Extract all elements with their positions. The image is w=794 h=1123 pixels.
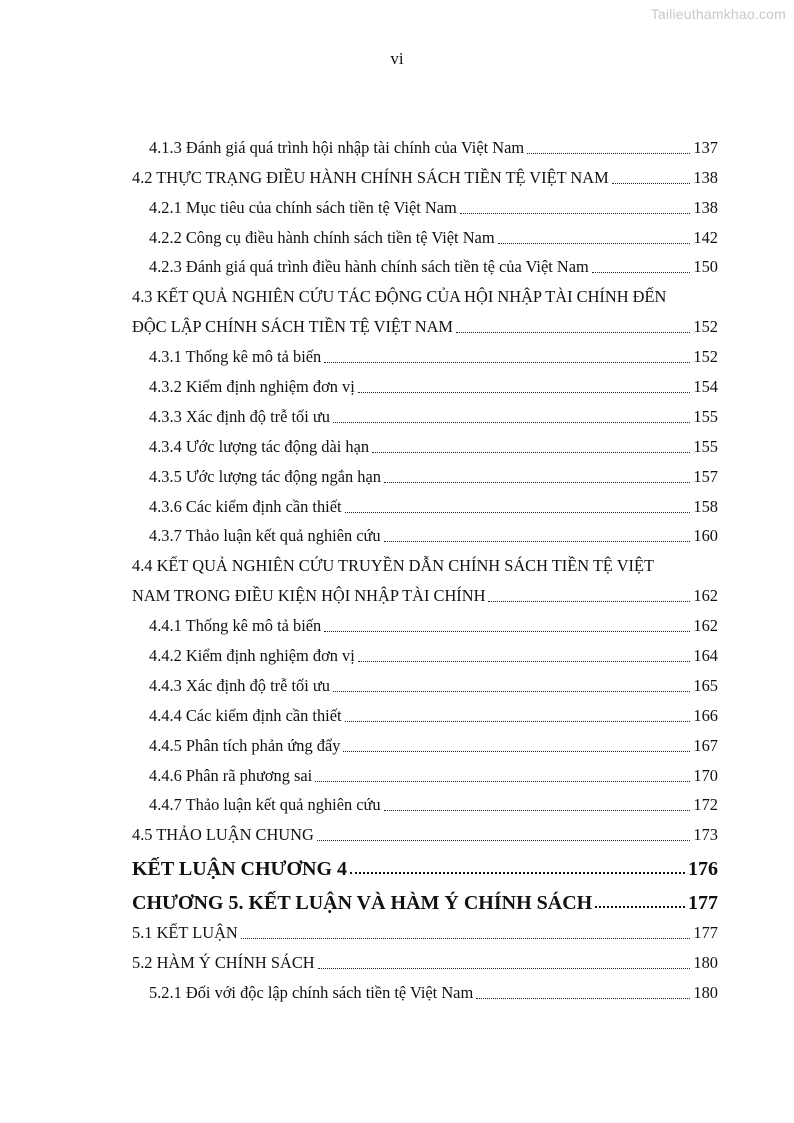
toc-entry-title: 4.3.5 Ước lượng tác động ngắn hạn xyxy=(149,466,381,486)
toc-entry-page: 165 xyxy=(693,675,718,695)
dot-leader xyxy=(318,968,691,969)
toc-entry xyxy=(132,973,718,1003)
toc-entry xyxy=(132,786,718,816)
table-of-contents xyxy=(132,128,718,1003)
dot-leader xyxy=(384,810,691,811)
dot-leader xyxy=(324,631,690,632)
toc-entry-title: 4.2 THỰC TRẠNG ĐIỀU HÀNH CHÍNH SÁCH TIỀN TỆ VIỆT NAM xyxy=(132,167,609,187)
toc-entry-page: 162 xyxy=(693,616,718,636)
toc-entry xyxy=(132,337,718,367)
toc-entry-page: 138 xyxy=(693,167,718,187)
dot-leader xyxy=(488,601,690,602)
toc-entry-page: 152 xyxy=(693,317,718,337)
toc-entry-page: 138 xyxy=(693,197,718,217)
toc-entry-page: 177 xyxy=(693,923,718,943)
toc-entry-title: 4.3.7 Thảo luận kết quả nghiên cứu xyxy=(149,526,381,546)
toc-entry-title: 4.3.1 Thống kê mô tả biến xyxy=(149,347,322,367)
toc-entry xyxy=(132,666,718,696)
dot-leader xyxy=(592,272,691,273)
toc-entry-page: 155 xyxy=(693,436,718,456)
toc-entry-title: 4.4 KẾT QUẢ NGHIÊN CỨU TRUYỀN DẪN CHÍNH SÁCH TIỀN TỆ VIỆT xyxy=(132,556,655,576)
toc-entry xyxy=(132,576,718,606)
dot-leader xyxy=(333,691,690,692)
toc-entry-page: 173 xyxy=(693,825,718,845)
toc-entry xyxy=(132,457,718,487)
dot-leader xyxy=(333,422,690,423)
dot-leader xyxy=(358,661,691,662)
toc-entry xyxy=(132,158,718,188)
dot-leader xyxy=(595,906,685,908)
dot-leader xyxy=(345,721,691,722)
toc-entry-title: 4.3.6 Các kiểm định cần thiết xyxy=(149,496,342,516)
toc-entry-page: 170 xyxy=(693,765,718,785)
dot-leader xyxy=(456,332,690,333)
toc-entry-page: 180 xyxy=(693,953,718,973)
toc-entry-title: 5.1 KẾT LUẬN xyxy=(132,923,238,943)
toc-entry-page: 158 xyxy=(693,496,718,516)
toc-entry-title: 4.4.2 Kiểm định nghiệm đơn vị xyxy=(149,646,355,666)
dot-leader xyxy=(498,243,691,244)
toc-entry-page: 157 xyxy=(693,466,718,486)
toc-entry-title: 4.5 THẢO LUẬN CHUNG xyxy=(132,825,314,845)
dot-leader xyxy=(384,482,690,483)
dot-leader xyxy=(476,998,690,999)
dot-leader xyxy=(345,512,691,513)
dot-leader xyxy=(527,153,690,154)
toc-entry-title: KẾT LUẬN CHƯƠNG 4 xyxy=(132,858,348,881)
toc-entry-title: 4.1.3 Đánh giá quá trình hội nhập tài chính của Việt Nam xyxy=(149,137,525,157)
toc-entry xyxy=(132,397,718,427)
dot-leader xyxy=(460,213,691,214)
toc-entry xyxy=(132,879,718,913)
toc-entry xyxy=(132,427,718,457)
toc-entry xyxy=(132,218,718,248)
dot-leader xyxy=(372,452,690,453)
toc-entry xyxy=(132,696,718,726)
toc-entry-page: 150 xyxy=(693,257,718,277)
toc-entry xyxy=(132,517,718,547)
toc-entry xyxy=(132,636,718,666)
dot-leader xyxy=(612,183,691,184)
toc-entry xyxy=(132,845,718,879)
dot-leader xyxy=(358,392,691,393)
toc-entry xyxy=(132,367,718,397)
toc-entry xyxy=(132,277,718,307)
toc-entry xyxy=(132,307,718,337)
toc-entry-title: 4.4.7 Thảo luận kết quả nghiên cứu xyxy=(149,795,381,815)
toc-entry-title: 4.4.4 Các kiểm định cần thiết xyxy=(149,705,342,725)
toc-entry xyxy=(132,546,718,576)
dot-leader xyxy=(350,872,685,874)
toc-entry-title: 5.2 HÀM Ý CHÍNH SÁCH xyxy=(132,953,315,973)
toc-entry xyxy=(132,487,718,517)
page-number: vi xyxy=(390,49,404,68)
toc-entry xyxy=(132,913,718,943)
toc-entry-title: 4.2.1 Mục tiêu của chính sách tiền tệ Việt Nam xyxy=(149,197,457,217)
toc-entry-title: 4.3.4 Ước lượng tác động dài hạn xyxy=(149,436,370,456)
toc-entry-title: 4.4.3 Xác định độ trễ tối ưu xyxy=(149,675,330,695)
toc-entry xyxy=(132,128,718,158)
toc-entry-title: 5.2.1 Đối với độc lập chính sách tiền tệ Việt Nam xyxy=(149,983,474,1003)
watermark: Tailieuthamkhao.com xyxy=(650,6,786,22)
toc-entry-page: 172 xyxy=(693,795,718,815)
toc-entry-page: 164 xyxy=(693,646,718,666)
dot-leader xyxy=(343,751,690,752)
toc-entry-title: 4.4.5 Phân tích phản ứng đẩy xyxy=(149,735,341,755)
dot-leader xyxy=(317,840,691,841)
toc-entry xyxy=(132,606,718,636)
toc-entry-page: 160 xyxy=(693,526,718,546)
toc-entry-title: 4.3 KẾT QUẢ NGHIÊN CỨU TÁC ĐỘNG CỦA HỘI NHẬP TÀI CHÍNH ĐẾN xyxy=(132,287,667,307)
toc-entry-page: 166 xyxy=(693,705,718,725)
toc-entry xyxy=(132,188,718,218)
toc-entry-title: 4.2.2 Công cụ điều hành chính sách tiền tệ Việt Nam xyxy=(149,227,495,247)
toc-entry-title: 4.4.1 Thống kê mô tả biến xyxy=(149,616,322,636)
dot-leader xyxy=(315,781,690,782)
toc-entry-page: 154 xyxy=(693,377,718,397)
toc-entry-title: 4.2.3 Đánh giá quá trình điều hành chính sách tiền tệ của Việt Nam xyxy=(149,257,589,277)
toc-entry-page: 177 xyxy=(688,892,718,915)
dot-leader xyxy=(384,541,691,542)
toc-entry-title: 4.3.2 Kiểm định nghiệm đơn vị xyxy=(149,377,355,397)
toc-entry-page: 137 xyxy=(693,137,718,157)
toc-entry-title: ĐỘC LẬP CHÍNH SÁCH TIỀN TỆ VIỆT NAM xyxy=(132,317,453,337)
toc-entry-page: 176 xyxy=(688,858,718,881)
toc-entry xyxy=(132,756,718,786)
dot-leader xyxy=(241,938,691,939)
toc-entry xyxy=(132,726,718,756)
toc-entry-title: 4.3.3 Xác định độ trễ tối ưu xyxy=(149,406,330,426)
toc-entry xyxy=(132,815,718,845)
toc-entry-title: CHƯƠNG 5. KẾT LUẬN VÀ HÀM Ý CHÍNH SÁCH xyxy=(132,892,593,915)
toc-entry-page: 155 xyxy=(693,406,718,426)
toc-entry-page: 152 xyxy=(693,347,718,367)
toc-entry xyxy=(132,943,718,973)
toc-entry-page: 162 xyxy=(693,586,718,606)
toc-entry-page: 180 xyxy=(693,983,718,1003)
toc-entry-title: 4.4.6 Phân rã phương sai xyxy=(149,765,313,785)
dot-leader xyxy=(324,362,690,363)
toc-entry xyxy=(132,248,718,278)
toc-entry-title: NAM TRONG ĐIỀU KIỆN HỘI NHẬP TÀI CHÍNH xyxy=(132,586,486,606)
toc-entry-page: 167 xyxy=(693,735,718,755)
toc-entry-page: 142 xyxy=(693,227,718,247)
